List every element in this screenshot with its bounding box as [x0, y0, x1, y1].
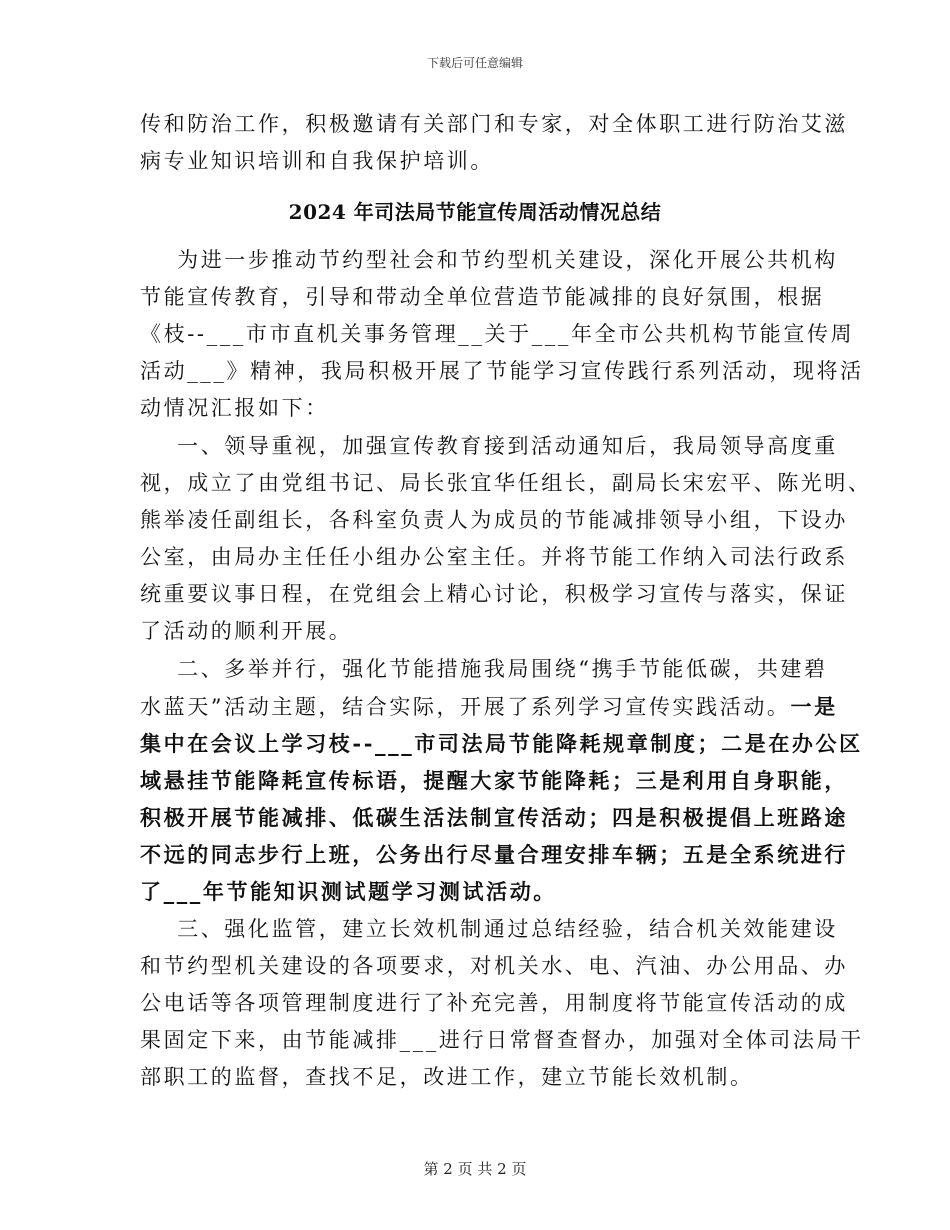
text-line: 了活动的顺利开展。 — [140, 619, 353, 643]
text-line: 果固定下来，由节能减排___进行日常督查督办，加强对全体司法局干 — [140, 1028, 864, 1052]
text-line: 公电话等各项管理制度进行了补充完善，用制度将节能宣传活动的成 — [140, 991, 848, 1015]
bold-text-line: 域悬挂节能降耗宣传标语，提醒大家节能降耗；三是利用自身职能， — [140, 768, 848, 793]
text-line: 视，成立了由党组书记、局长张宜华任组长，副局长宋宏平、陈光明、 — [140, 471, 872, 495]
text-line: 节能宣传教育，引导和带动全单位营造节能减排的良好氛围，根据 — [140, 285, 825, 309]
text-line: 公室，由局办主任任小组办公室主任。并将节能工作纳入司法行政系 — [140, 545, 848, 569]
text-normal: 水蓝天”活动主题，结合实际，开展了系列学习宣传实践活动。 — [140, 695, 791, 719]
text-line: 传和防治工作，积极邀请有关部门和专家，对全体职工进行防治艾滋 — [140, 112, 848, 136]
text-line: 统重要议事日程，在党组会上精心讨论，积极学习宣传与落实，保证 — [140, 582, 848, 606]
text-line: 为进一步推动节约型社会和节约型机关建设，深化开展公共机构 — [140, 248, 838, 272]
text-line: 部职工的监督，查找不足，改进工作，建立节能长效机制。 — [140, 1065, 754, 1089]
intro-paragraph — [140, 106, 848, 180]
paragraph-3 — [140, 651, 863, 910]
paragraph-4 — [140, 911, 864, 1096]
text-line: 《枝--___市市直机关事务管理__关于___年全市公共机构节能宣传周 — [140, 322, 855, 346]
text-line: 和节约型机关建设的各项要求，对机关水、电、汽油、办公用品、办 — [140, 954, 848, 978]
text-line: 熊举凌任副组长，各科室负责人为成员的节能减排领导小组，下设办 — [140, 508, 848, 532]
text-line: 动情况汇报如下： — [140, 396, 329, 420]
document-title: 2024 年司法局节能宣传周活动情况总结 — [288, 200, 662, 224]
page-footer: 第 2 页 共 2 页 — [423, 1160, 527, 1178]
paragraph-2 — [140, 428, 872, 650]
page-header: 下载后可任意编辑 — [426, 56, 523, 70]
bold-text-line: 了___年节能知识测试题学习测试活动。 — [140, 879, 557, 904]
bold-text-line: 不远的同志步行上班，公务出行尽量合理安排车辆；五是全系统进行 — [140, 842, 848, 867]
text-line: 三、强化监管，建立长效机制通过总结经验，结合机关效能建设 — [140, 917, 838, 941]
bold-text-line: 积极开展节能减排、低碳生活法制宣传活动；四是积极提倡上班路途 — [140, 805, 848, 830]
bold-text-line: 集中在会议上学习枝--___市司法局节能降耗规章制度；二是在办公区 — [140, 731, 863, 756]
text-line: 活动___》精神，我局积极开展了节能学习宣传践行系列活动，现将活 — [140, 359, 864, 383]
text-line: 一、领导重视，加强宣传教育接到活动通知后，我局领导高度重 — [140, 434, 838, 458]
text-line: 二、多举并行，强化节能措施我局围绕“携手节能低碳，共建碧 — [140, 657, 828, 681]
text-line-mixed — [140, 688, 838, 725]
text-bold: 一是 — [790, 694, 838, 719]
text-line: 病专业知识培训和自我保护培训。 — [140, 149, 494, 173]
paragraph-1 — [140, 242, 864, 427]
